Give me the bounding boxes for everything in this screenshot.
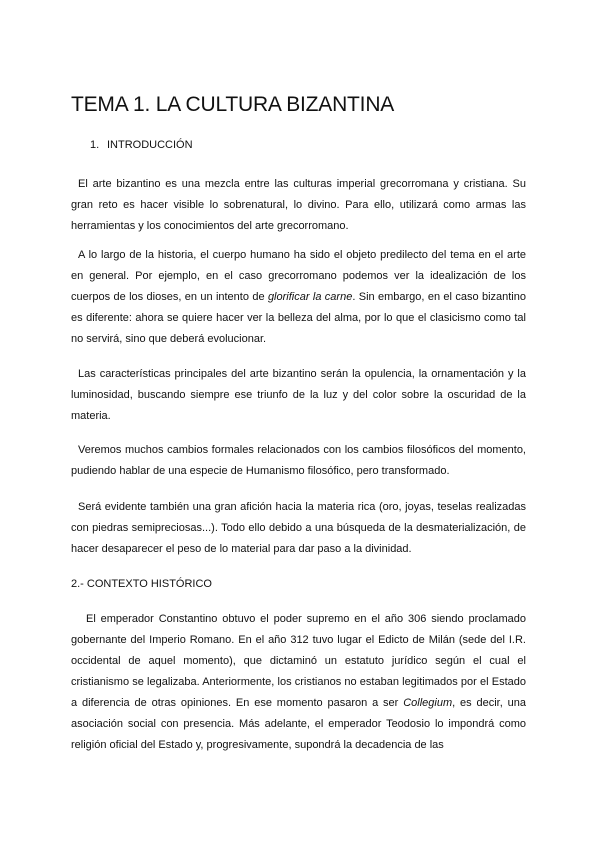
intro-paragraph-5: Será evidente también una gran afición hacia la materia rica (oro, joyas, teselas realizadas con piedras semipreciosas...). Todo ello debido a una búsqueda de la desmaterialización, de hacer desaparecer el peso de lo material para dar paso a la divinidad.	[71, 501, 526, 555]
context-paragraph-1-text-a: El emperador Constantino obtuvo el poder supremo en el año 306 siendo proclamado gobernante del Imperio Romano. En el año 312 tuvo lugar el Edicto de Milán (sede del I.R. occidental de aquel momento), que dictaminó un estatuto jurídico según el cual el cristianismo se legalizaba. Anteriormente, los cristianos no estaban legitimados por el Estado a diferencia de otras opiniones. En ese momento pasaron a ser	[71, 613, 526, 709]
intro-paragraph-4: Veremos muchos cambios formales relacionados con los cambios filosóficos del momento, pudiendo hablar de una especie de Humanismo filosófico, pero transformado.	[71, 444, 526, 477]
intro-paragraph-1: El arte bizantino es una mezcla entre las culturas imperial grecorromana y cristiana. Su gran reto es hacer visible lo sobrenatural, lo divino. Para ello, utilizará como armas las herramientas y los conocimientos del arte grecorromano.	[71, 178, 526, 232]
intro-paragraph-2-italic: glorificar la carne	[267, 291, 353, 303]
section-heading-introduccion	[90, 139, 193, 151]
context-paragraph-1	[71, 609, 526, 756]
section-heading-contexto-historico: 2.- CONTEXTO HISTÓRICO	[71, 578, 212, 590]
intro-paragraph-2-text-b: . Sin embargo, en el caso bizantino es diferente: ahora se quiere hacer ver la belleza del alma, por lo que el clasicismo como tal no servirá, sino que deberá evolucionar.	[71, 291, 526, 345]
context-paragraph-1-italic: Collegium	[403, 697, 453, 709]
context-paragraph-1-text-b: , es decir, una asociación social con presencia. Más adelante, el emperador Teodosio lo impondrá como religión oficial del Estado y, progresivamente, supondrá la decadencia de las	[71, 697, 526, 751]
section-number: 1.	[90, 139, 100, 151]
section-title: INTRODUCCIÓN	[107, 139, 193, 151]
page-title: TEMA 1. LA CULTURA BIZANTINA	[71, 93, 395, 116]
intro-paragraph-2-text-a: A lo largo de la historia, el cuerpo humano ha sido el objeto predilecto del tema en el arte en general. Por ejemplo, en el caso grecorromano podemos ver la idealización de los cuerpos de los dioses, en un intento de	[71, 249, 526, 303]
intro-paragraph-3: Las características principales del arte bizantino serán la opulencia, la ornamentación y la luminosidad, buscando siempre ese triunfo de la luz y del color sobre la oscuridad de la materia.	[71, 368, 526, 422]
intro-paragraph-2	[71, 245, 526, 350]
